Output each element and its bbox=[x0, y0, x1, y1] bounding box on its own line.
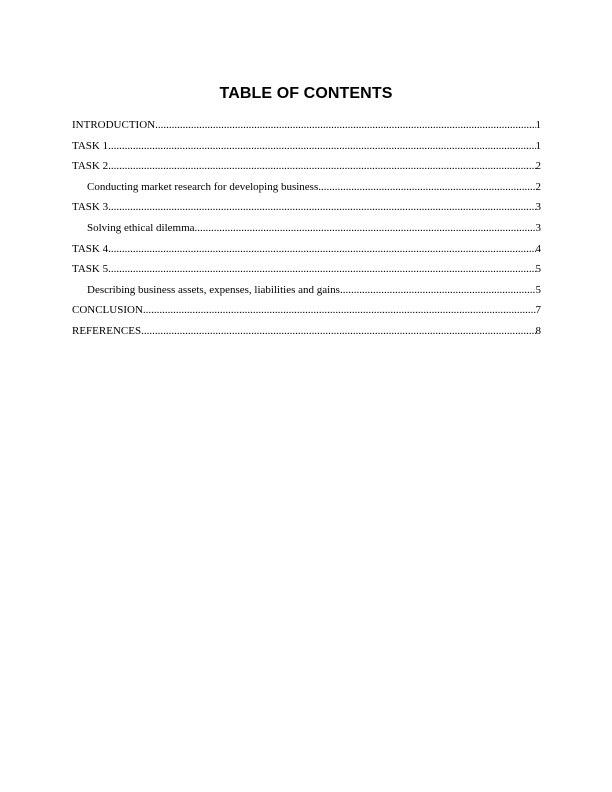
table-of-contents bbox=[72, 115, 541, 342]
toc-entry[interactable] bbox=[72, 177, 541, 198]
toc-dot-leader bbox=[108, 259, 535, 280]
toc-entry[interactable] bbox=[72, 156, 541, 177]
toc-entry-label: CONCLUSION bbox=[72, 304, 143, 317]
toc-dot-leader bbox=[108, 136, 535, 157]
toc-dot-leader bbox=[195, 218, 536, 239]
toc-entry-page-number: 2 bbox=[535, 180, 541, 193]
toc-entry[interactable] bbox=[72, 321, 541, 342]
toc-entry-label: Conducting market research for developing business bbox=[87, 180, 319, 193]
toc-dot-leader bbox=[141, 321, 535, 342]
toc-entry-page-number: 1 bbox=[535, 139, 541, 152]
toc-entry[interactable] bbox=[72, 197, 541, 218]
toc-entry-label: REFERENCES bbox=[72, 324, 142, 337]
toc-entry[interactable] bbox=[72, 239, 541, 260]
toc-entry-page-number: 4 bbox=[535, 242, 541, 255]
toc-entry-label: TASK 5 bbox=[72, 263, 109, 276]
toc-entry-label: TASK 3 bbox=[72, 201, 109, 214]
toc-dot-leader bbox=[143, 300, 536, 321]
toc-entry[interactable] bbox=[72, 218, 541, 239]
toc-entry-label: TASK 2 bbox=[72, 160, 109, 173]
toc-entry[interactable] bbox=[72, 115, 541, 136]
toc-dot-leader bbox=[108, 239, 535, 260]
toc-entry[interactable] bbox=[72, 300, 541, 321]
toc-entry-page-number: 3 bbox=[535, 221, 541, 234]
toc-entry-page-number: 5 bbox=[535, 263, 541, 276]
toc-entry-page-number: 3 bbox=[535, 201, 541, 214]
toc-entry-label: Describing business assets, expenses, liabilities and gains bbox=[87, 283, 340, 296]
toc-entry-page-number: 5 bbox=[535, 283, 541, 296]
toc-dot-leader bbox=[340, 280, 536, 301]
toc-entry-label: INTRODUCTION bbox=[72, 119, 156, 131]
toc-entry-label: TASK 4 bbox=[72, 242, 109, 255]
toc-dot-leader bbox=[155, 115, 535, 136]
toc-entry-page-number: 7 bbox=[535, 304, 541, 317]
toc-entry[interactable] bbox=[72, 259, 541, 280]
toc-dot-leader bbox=[108, 197, 535, 218]
toc-entry-label: Solving ethical dilemma bbox=[87, 221, 195, 234]
page-title: TABLE OF CONTENTS bbox=[219, 85, 393, 102]
toc-dot-leader bbox=[318, 177, 535, 198]
toc-entry-label: TASK 1 bbox=[72, 139, 109, 152]
toc-dot-leader bbox=[108, 156, 535, 177]
toc-entry-page-number: 1 bbox=[535, 119, 541, 131]
toc-entry[interactable] bbox=[72, 280, 541, 301]
toc-entry[interactable] bbox=[72, 136, 541, 157]
toc-entry-page-number: 8 bbox=[535, 324, 541, 337]
toc-entry-page-number: 2 bbox=[535, 160, 541, 173]
